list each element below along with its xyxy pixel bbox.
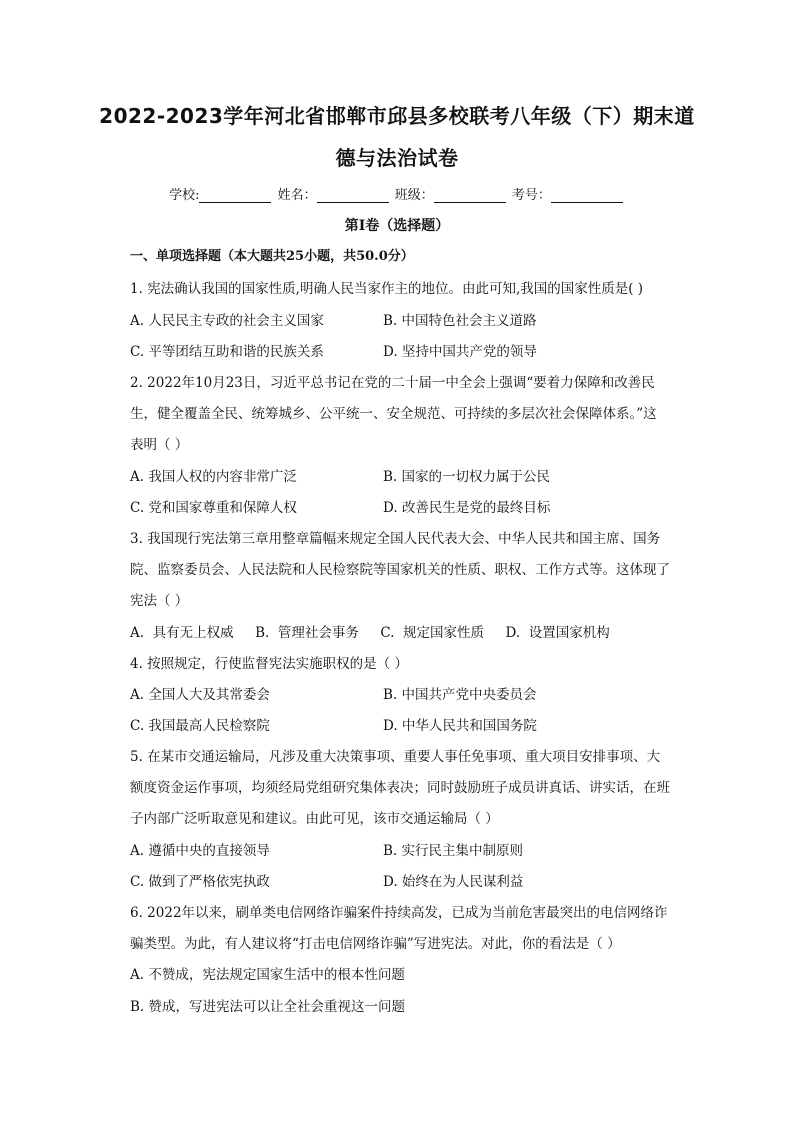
question-5-option-a[interactable]: A. 遵循中央的直接领导 [130,843,270,859]
name-label: 姓名： [277,188,317,203]
class-label: 班级： [394,188,434,203]
question-2-option-c[interactable]: C. 党和国家尊重和保障人权 [130,500,297,516]
section-heading: 一、单项选择题（本大题共25小题，共50.0分） [130,249,414,264]
question-6-option-a[interactable]: A. 不赞成，宪法规定国家生活中的根本性问题 [130,967,405,983]
question-2-stem-line: 2. 2022年10月23日，习近平总书记在党的二十届一中全会上强调“要着力保障和改善民 [130,375,655,391]
question-1-option-d[interactable]: D. 坚持中国共产党的领导 [383,344,537,360]
question-5-option-c[interactable]: C. 做到了严格依宪执政 [130,874,270,890]
exam-title-line-1: 2022-2023学年河北省邯郸市邱县多校联考八年级（下）期末道 [99,104,695,128]
question-3-stem-line: 院、监察委员会、人民法院和人民检察院等国家机关的性质、职权、工作方式等。这体现了 [130,562,670,578]
exam-no-label: 考号： [511,188,551,203]
question-6-stem-line: 6. 2022年以来，刷单类电信网络诈骗案件持续高发，已成为当前危害最突出的电信网络诈 [130,905,668,921]
question-3-stem-line: 3. 我国现行宪法第三章用整章篇幅来规定全国人民代表大会、中华人民共和国主席、国务 [130,531,661,547]
question-2-option-d[interactable]: D. 改善民生是党的最终目标 [383,500,551,516]
question-3-options[interactable]: A. 具有无上权威 B. 管理社会事务 C. 规定国家性质 D. 设置国家机构 [130,625,610,641]
school-label: 学校: [169,188,200,203]
volume-heading: 第Ⅰ卷（选择题） [344,218,450,234]
question-1-option-c[interactable]: C. 平等团结互助和谐的民族关系 [130,344,324,360]
question-5-option-d[interactable]: D. 始终在为人民谋利益 [383,874,524,890]
question-5-stem-line: 额度资金运作事项，均须经局党组研究集体表决；同时鼓励班子成员讲真话、讲实话，在班 [130,780,670,796]
question-6-option-b[interactable]: B. 赞成，写进宪法可以让全社会重视这一问题 [130,999,406,1015]
question-4-option-c[interactable]: C. 我国最高人民检察院 [130,718,270,734]
question-2-option-b[interactable]: B. 国家的一切权力属于公民 [383,469,551,485]
name-blank[interactable] [317,188,389,203]
question-4-option-d[interactable]: D. 中华人民共和国国务院 [383,718,537,734]
question-4-option-b[interactable]: B. 中国共产党中央委员会 [383,687,537,703]
question-4-option-a[interactable]: A. 全国人大及其常委会 [130,687,270,703]
question-1-stem: 1. 宪法确认我国的国家性质,明确人民当家作主的地位。由此可知,我国的国家性质是( ) [130,281,644,297]
question-2-option-a[interactable]: A. 我国人权的内容非常广泛 [130,469,297,485]
question-4-stem: 4. 按照规定，行使监督宪法实施职权的是（ ） [130,656,408,672]
class-blank[interactable] [434,188,506,203]
question-1-option-b[interactable]: B. 中国特色社会主义道路 [383,313,537,329]
question-2-stem-line: 表明（ ） [130,437,189,453]
question-3-stem-line: 宪法（ ） [130,593,189,609]
school-blank[interactable] [199,188,271,203]
question-5-option-b[interactable]: B. 实行民主集中制原则 [383,843,524,859]
exam-title-line-2: 德与法治试卷 [335,146,459,170]
question-6-stem-line: 骗类型。为此，有人建议将“打击电信网络诈骗”写进宪法。对此，你的看法是（ ） [130,936,621,952]
question-5-stem-line: 子内部广泛听取意见和建议。由此可见，该市交通运输局（ ） [130,811,499,827]
student-info-row [0,186,794,206]
exam-no-blank[interactable] [551,188,623,203]
question-2-stem-line: 生，健全覆盖全民、统筹城乡、公平统一、安全规范、可持续的多层次社会保障体系。”这 [130,406,657,422]
question-1-option-a[interactable]: A. 人民民主专政的社会主义国家 [130,313,324,329]
question-5-stem-line: 5. 在某市交通运输局，凡涉及重大决策事项、重要人事任免事项、重大项目安排事项、大 [130,749,661,765]
